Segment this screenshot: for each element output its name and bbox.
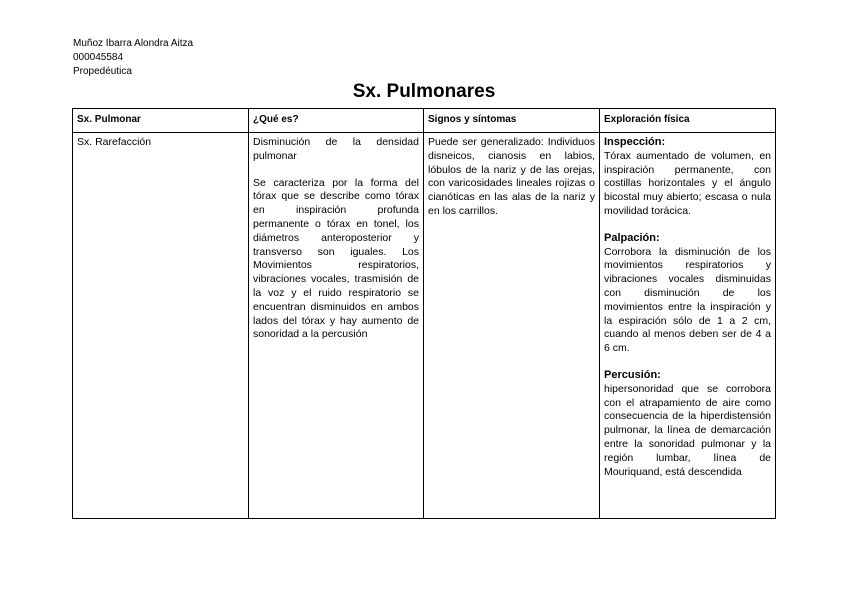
author-name: Muñoz Ibarra Alondra Aitza bbox=[73, 38, 194, 49]
cell-what-is bbox=[249, 133, 424, 519]
exam-section-body: Corrobora la disminución de los movimientos respiratorios y vibraciones vocales disminuidas con disminución de los movimientos entre la inspiración y la espiración sólo de 1 a 2 cm, cuando al menos deben ser de 4 a 6 cm. bbox=[604, 245, 771, 355]
table-row bbox=[73, 133, 776, 519]
syndromes-table bbox=[72, 108, 776, 519]
exam-section-body: hipersonoridad que se corrobora con el atrapamiento de aire como consecuencia de la hiperdistensión pulmonar, la línea de demarcación entre la sonoridad pulmonar y la región lumbar, línea de Mouriquand, está descendida bbox=[604, 382, 771, 478]
exam-section-title: Palpación: bbox=[604, 231, 660, 244]
column-header-syndrome: Sx. Pulmonar bbox=[73, 109, 249, 133]
definition-text: Disminución de la densidad pulmonar bbox=[253, 136, 419, 162]
description-text: Se caracteriza por la forma del tórax que se describe como tórax en inspiración profunda permanente o tórax en tonel, los diámetros anteroposterior y transverso son iguales. Los Movimientos respiratorios, vibraciones vocales, trasmisión de la voz y el ruido respiratorio se encuentran disminuidos en ambos lados del tórax y hay aumento de sonoridad a la percusión bbox=[253, 176, 419, 341]
exam-section-body: Tórax aumentado de volumen, en inspiración permanente, con costillas horizontales y el ángulo bicostal muy abierto; escasa o nula movilidad torácica. bbox=[604, 149, 771, 217]
cell-signs: Puede ser generalizado: Individuos disneicos, cianosis en labios, lóbulos de la nariz y de las orejas, con varicosidades lineales rojizas o cianóticas en las alas de la nariz y en los carrillos. bbox=[424, 133, 600, 519]
cell-syndrome: Sx. Rarefacción bbox=[73, 133, 249, 519]
exam-section-title: Percusión: bbox=[604, 368, 661, 381]
exam-section-palpation bbox=[604, 232, 771, 356]
column-header-what-is: ¿Qué es? bbox=[249, 109, 424, 133]
subject-name: Propedéutica bbox=[73, 66, 132, 77]
exam-section-title: Inspección: bbox=[604, 136, 666, 148]
document-header bbox=[73, 37, 193, 79]
exam-section-percussion bbox=[604, 369, 771, 479]
table-header-row bbox=[73, 109, 776, 133]
page-title: Sx. Pulmonares bbox=[352, 81, 496, 102]
column-header-exam: Exploración física bbox=[600, 109, 776, 133]
cell-exam bbox=[600, 133, 776, 519]
exam-section-inspection bbox=[604, 136, 771, 219]
column-header-signs: Signos y síntomas bbox=[424, 109, 600, 133]
student-id: 000045584 bbox=[73, 52, 124, 63]
